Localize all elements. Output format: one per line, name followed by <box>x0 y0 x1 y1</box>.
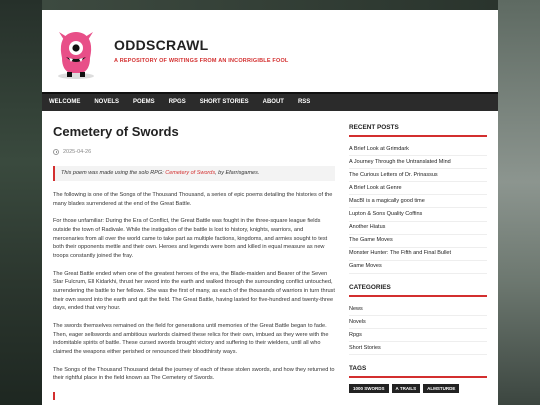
recent-post-link[interactable]: Lupton & Sons Quality Coffins <box>349 208 487 221</box>
recent-post-link[interactable]: MacBI is a magically good time <box>349 195 487 208</box>
note-suffix: , by Efarrisgames. <box>215 170 260 176</box>
category-link[interactable]: Novels <box>349 316 487 329</box>
post-paragraph: The Songs of the Thousand Thousand detail the journey of each of these stolen swords, and how they returned to their rightful place in the field known as The Cemetery of Swords. <box>53 366 335 382</box>
post-date[interactable]: 2025-04-26 <box>63 149 92 155</box>
site-header <box>42 10 498 92</box>
recent-post-link[interactable]: A Brief Look at Genre <box>349 182 487 195</box>
forest-background-right <box>498 0 540 405</box>
nav-item-rpgs[interactable]: RPGS <box>168 99 186 105</box>
recent-post-link[interactable]: The Curious Letters of Dr. Prinassus <box>349 169 487 182</box>
tags-title: TAGS <box>349 365 487 378</box>
post-note <box>53 166 335 181</box>
post-paragraph: The following is one of the Songs of the Thousand Thousand, a series of epic poems detailing the histories of the many blades surrendered at the end of the Great Battle. <box>53 192 333 207</box>
page-container <box>42 10 498 405</box>
tag-link[interactable]: A TRAILS <box>392 384 421 393</box>
site-title[interactable]: ODDSCRAWL <box>114 37 209 53</box>
post-paragraph: For those unfamiliar: During the Era of Conflict, the Great Battle was fought in the three-square league fields outside the town of Radivale. While the instigation of the battle is lost to history, knights, warriors, and mercenaries from all over the world came to take part as multiple factions, kingdoms, and armies sought to test both their opponents mettle and their own. Heroes and legends were born and killed in equal measure as new troops constantly joined the fray. <box>53 218 328 260</box>
categories-title: CATEGORIES <box>349 284 487 297</box>
recent-post-link[interactable]: Another Hiatus <box>349 222 487 235</box>
recent-posts-title: RECENT POSTS <box>349 124 487 137</box>
accent-divider <box>53 392 55 400</box>
recent-posts-list <box>349 143 487 274</box>
nav-item-short-stories[interactable]: SHORT STORIES <box>199 99 249 105</box>
forest-background-left <box>0 0 42 405</box>
nav-item-about[interactable]: ABOUT <box>262 99 284 105</box>
post-paragraph: The Great Battle ended when one of the greatest heroes of the era, the Blade-maiden and Bearer of the Seven Star Fulcrum, Ell Kidarkhi, thrust her sword into the earth and walked through the surrounding conflict untouched, surrendering the battle to her fellows. She was the first of many, as each of the thousands of warriors in turn thrust their own sword into the earth and quit the field. The Great Battle, having lasted for five-hundred and twenty-three days, ended that very hour. <box>53 270 335 312</box>
pink-one-eyed-monster-icon[interactable] <box>52 28 100 80</box>
category-link[interactable]: News <box>349 303 487 316</box>
tags-list <box>349 384 487 393</box>
nav-item-novels[interactable]: NOVELS <box>94 99 120 105</box>
main-navigation <box>42 92 498 111</box>
recent-post-link[interactable]: Monster Hunter: The Fifth and Final Bullet <box>349 248 487 261</box>
note-prefix: This poem was made using the solo RPG: <box>61 170 166 176</box>
nav-item-poems[interactable]: POEMS <box>133 99 155 105</box>
tag-link[interactable]: ALMSTURDE <box>423 384 459 393</box>
categories-list <box>349 303 487 355</box>
tag-link[interactable]: 1000 SWORDS <box>349 384 389 393</box>
recent-post-link[interactable]: Game Moves <box>349 261 487 274</box>
recent-post-link[interactable]: A Brief Look at Grimdark <box>349 143 487 156</box>
site-tagline: A REPOSITORY OF WRITINGS FROM AN INCORRIGIBLE FOOL <box>114 58 289 64</box>
post-paragraph: The swords themselves remained on the field for generations until memories of the Great Battle began to fade. Then, eager sellswords and ambitious warlords claimed these relics for their own, imbued as they were with the indomitable spirits of battle. These cursed swords brought victory and suffering to their wielders, until all who claimed the weapons either perished or renounced their bloodthirsty ways. <box>53 323 329 355</box>
recent-post-link[interactable]: The Game Moves <box>349 235 487 248</box>
nav-item-rss[interactable]: RSS <box>297 99 311 105</box>
category-link[interactable]: Rpgs <box>349 329 487 342</box>
recent-post-link[interactable]: A Journey Through the Untranslated Mind <box>349 156 487 169</box>
post-meta <box>53 149 335 155</box>
sidebar <box>349 124 487 393</box>
clock-icon <box>53 149 59 155</box>
post-title: Cemetery of Swords <box>53 124 179 139</box>
nav-item-welcome[interactable]: WELCOME <box>49 99 81 105</box>
note-link[interactable]: Cemetery of Swords <box>165 170 216 176</box>
post-content <box>53 124 335 400</box>
category-link[interactable]: Short Stories <box>349 342 487 355</box>
